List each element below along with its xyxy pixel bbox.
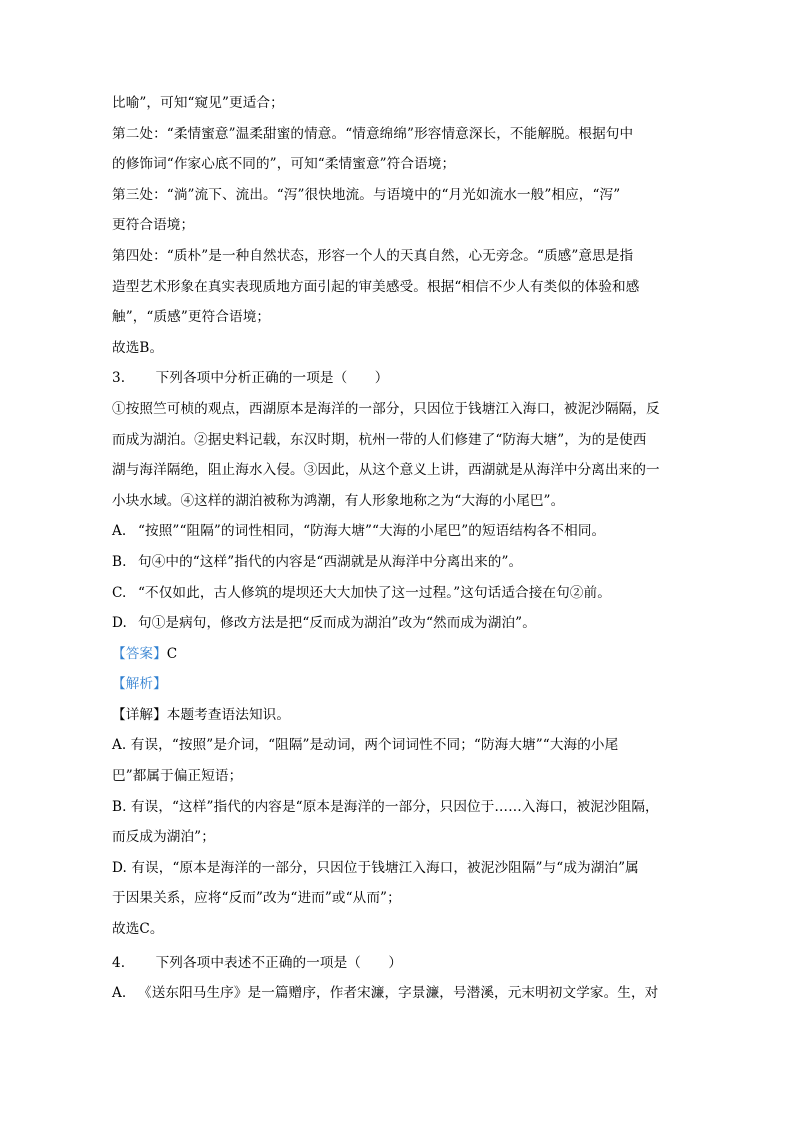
paragraph-line: 第二处：“柔情蜜意”温柔甜蜜的情意。“情意绵绵”形容情意深长，不能解脱。根据句中	[112, 125, 634, 142]
answer-value: C	[166, 645, 178, 662]
analysis-row	[112, 669, 682, 700]
detail-line: 于因果关系，应将“反而”改为“进而”或“从而”；	[112, 890, 401, 907]
question-3-stem: 下列各项中分析正确的一项是（ ）	[155, 370, 389, 387]
paragraph-line: 触”，“质感”更符合语境；	[112, 309, 271, 326]
analysis-label: 【解析】	[112, 676, 167, 693]
question-3-option-a	[112, 516, 682, 547]
detail-line: 故选C。	[112, 921, 164, 938]
question-3-number: 3.	[112, 370, 126, 387]
detail-line: 巴”都属于偏正短语；	[112, 768, 243, 785]
option-letter: A.	[112, 985, 127, 1002]
answer-label: 【答案】	[112, 645, 167, 662]
option-letter: C.	[112, 584, 127, 601]
question-3-option-c	[112, 578, 682, 609]
question-4-stem: 下列各项中表述不正确的一项是（ ）	[155, 954, 403, 971]
paragraph-line: 比喻”，可知“窥见”更适合；	[112, 95, 284, 111]
question-4-number: 4.	[112, 954, 126, 971]
option-text: 句④中的“这样”指代的内容是“西湖就是从海洋中分离出来的”。	[138, 553, 523, 570]
option-letter: B.	[112, 553, 127, 570]
paragraph-line: 更符合语境；	[112, 217, 195, 234]
answer-row	[112, 639, 682, 670]
paragraph-line: 造型艺术形象在真实表现质地方面引起的审美感受。根据“相信不少人有类似的体验和感	[112, 278, 640, 295]
option-text: “不仅如此，古人修筑的堤坝还大大加快了这一过程。”这句话适合接在句②前。	[138, 584, 611, 601]
option-text: “按照”“阻隔”的词性相同，“防海大塘”“大海的小尾巴”的短语结构各不相同。	[138, 523, 606, 540]
detail-line: B. 有误，“这样”指代的内容是“原本是海洋的一部分，只因位于……入海口，被泥沙阻隔，	[112, 798, 659, 815]
detail-line: D. 有误，“原本是海洋的一部分，只因位于钱塘江入海口，被泥沙阻隔”与“成为湖泊”属	[112, 859, 639, 876]
question-4-heading	[112, 948, 682, 979]
question-3-passage-line: 而成为湖泊。②据史料记载，东汉时期，杭州一带的人们修建了“防海大塘”，为的是使西	[112, 431, 647, 448]
paragraph-line: 的修饰词“作家心底不同的”，可知“柔情蜜意”符合语境；	[112, 156, 456, 173]
question-3-passage-line: 湖与海洋隔绝，阻止海水入侵。③因此，从这个意义上讲，西湖就是从海洋中分离出来的一	[112, 462, 660, 479]
question-3-passage-line: 小块水域。④这样的湖泊被称为鸿潮，有人形象地称之为“大海的小尾巴”。	[112, 492, 565, 509]
question-3-heading	[112, 363, 682, 394]
option-text: 《送东阳马生序》是一篇赠序，作者宋濂，字景濂，号潜溪，元末明初文学家。生，对	[138, 985, 659, 1002]
detail-row	[112, 700, 682, 731]
detail-label: 【详解】	[112, 706, 167, 723]
detail-line: 而反成为湖泊”；	[112, 829, 215, 846]
question-4-option-a	[112, 978, 682, 1009]
detail-intro: 本题考查语法知识。	[166, 706, 291, 723]
option-letter: A.	[112, 523, 127, 540]
paragraph-line: 故选B。	[112, 339, 164, 356]
document-body	[112, 88, 682, 1009]
question-3-option-d	[112, 608, 682, 639]
question-3-option-b	[112, 547, 682, 578]
option-letter: D.	[112, 615, 127, 632]
detail-line: A. 有误，“按照”是介词，“阻隔”是动词，两个词词性不同；“防海大塘”“大海的小尾	[112, 737, 619, 754]
paragraph-line: 第四处：“质朴”是一种自然状态，形容一个人的天真自然，心无旁念。“质感”意思是指	[112, 247, 634, 264]
question-3-passage-line: ①按照竺可桢的观点，西湖原本是海洋的一部分，只因位于钱塘江入海口，被泥沙隔隔，反	[112, 400, 660, 417]
option-text: 句①是病句，修改方法是把“反而成为湖泊”改为“然而成为湖泊”。	[138, 615, 536, 632]
paragraph-line: 第三处：“淌”流下、流出。“泻”很快地流。与语境中的“月光如流水一般”相应，“泻”	[112, 186, 621, 203]
